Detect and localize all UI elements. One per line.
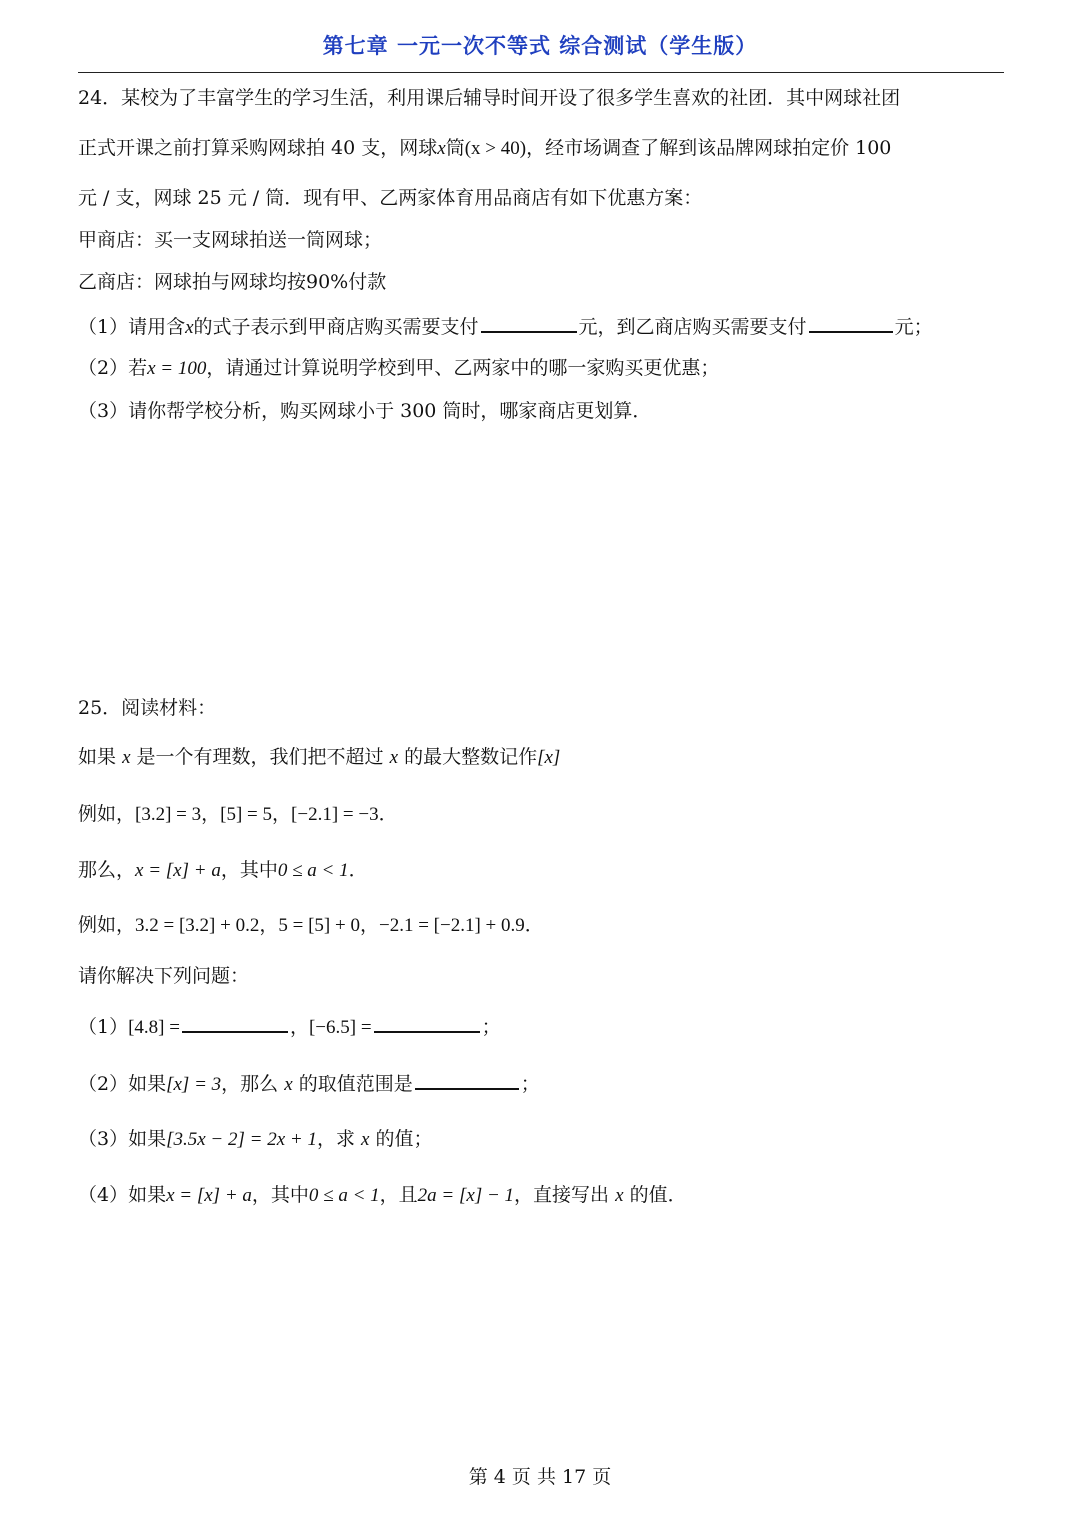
- q25-p4-a: （4）如果: [78, 1184, 167, 1206]
- q25-part-1: [78, 1013, 1008, 1040]
- answer-blank: [182, 1013, 288, 1033]
- q24-p1d: 元；: [894, 316, 933, 338]
- q24-p1c: 元，到乙商店购买需要支付: [578, 316, 807, 338]
- q24-store-b: 乙商店：网球拍与网球均按90%付款: [78, 271, 387, 293]
- q24-var-x: x: [437, 138, 446, 159]
- answer-blank: [809, 313, 893, 333]
- q24-part-3: （3）请你帮学校分析，购买网球小于 300 筒时，哪家商店更划算．: [78, 400, 652, 422]
- q24-part-1: [78, 313, 1008, 340]
- separator: ，: [359, 914, 379, 936]
- semicolon: ；: [520, 1073, 540, 1095]
- q24-part-2: [78, 356, 1008, 381]
- q25-then-mid: ，其中: [220, 859, 278, 881]
- q25-part-4: [78, 1183, 1008, 1208]
- q24-intro-line-2: [78, 136, 1008, 161]
- q25-part-2: [78, 1070, 1008, 1097]
- q25-ex2-b: 5 = [5] + 0: [278, 915, 360, 936]
- q25-part-3: [78, 1127, 1008, 1152]
- q24-intro-2b: 筒: [445, 137, 465, 159]
- answer-blank: [374, 1013, 480, 1033]
- q25-then: [78, 858, 1008, 883]
- q25-p1-a: [4.8] =: [128, 1017, 180, 1038]
- q24-p2-expr: x = 100: [147, 358, 207, 379]
- q25-p4-b: ，其中: [251, 1184, 309, 1206]
- header-title: 第七章 一元一次不等式 综合测试（学生版）: [322, 34, 758, 58]
- q25-definition: [78, 745, 1008, 770]
- q25-ex2-c: −2.1 = [−2.1] + 0.9: [378, 915, 525, 936]
- q25-solve-prompt: 请你解决下列问题：: [78, 965, 250, 987]
- q25-def-b: 是一个有理数，我们把不超过: [136, 746, 384, 768]
- q24-intro-line-3: 元 / 支，网球 25 元 / 筒．现有甲、乙两家体育用品商店有如下优惠方案：: [78, 187, 703, 209]
- page-number: 第 4 页 共 17 页: [468, 1466, 612, 1488]
- q25-example-1: [78, 802, 1008, 827]
- q25-p1-b: [−6.5] =: [308, 1017, 372, 1038]
- q24-p1a: （1）请用含: [78, 316, 186, 338]
- separator: ，: [201, 803, 221, 825]
- q24-p1-var: x: [185, 317, 194, 338]
- q25-def-a: 如果: [78, 746, 117, 768]
- separator: ，: [272, 803, 292, 825]
- q25-p3-expr: [3.5x − 2] = 2x + 1: [166, 1129, 317, 1150]
- q25-p4-var: x: [615, 1185, 624, 1206]
- q25-p3-var: x: [361, 1129, 370, 1150]
- q25-ex1-a: [3.2] = 3: [135, 804, 202, 825]
- q24-p2b: ，请通过计算说明学校到甲、乙两家中的哪一家购买更优惠；: [206, 357, 720, 379]
- separator: ，: [289, 1016, 309, 1038]
- q25-ex1-b: [5] = 5: [220, 804, 273, 825]
- q24-p2a: （2）若: [78, 357, 148, 379]
- q25-p3-b: ，求: [316, 1128, 355, 1150]
- q24-intro-2c: ，经市场调查了解到该品牌网球拍定价 100: [526, 137, 892, 159]
- q24-intro-2a: 正式开课之前打算采购网球拍 40 支，网球: [78, 137, 438, 159]
- q25-var-x: x: [122, 747, 131, 768]
- q25-ex1-label: 例如，: [78, 803, 136, 825]
- q24-intro-line-1: 24．某校为了丰富学生的学习生活，利用课后辅导时间开设了很多学生喜欢的社团．其中网球社团: [78, 87, 901, 109]
- answer-blank: [481, 313, 577, 333]
- q25-def-c: 的最大整数记作: [404, 746, 538, 768]
- q25-p4-expr1: x = [x] + a: [166, 1185, 252, 1206]
- q25-p4-expr2: 2a = [x] − 1: [417, 1185, 515, 1206]
- period: ．: [524, 914, 544, 936]
- q25-var-x: x: [389, 747, 399, 768]
- q25-ex1-c: [−2.1] = −3: [291, 804, 379, 825]
- q25-p4-d: ，直接写出: [514, 1184, 610, 1206]
- q25-floor-notation: [x]: [537, 747, 561, 768]
- q25-p2-b: ，那么: [221, 1073, 279, 1095]
- header-rule: [78, 72, 1004, 73]
- semicolon: ；: [481, 1016, 501, 1038]
- q25-then-label: 那么，: [78, 859, 136, 881]
- period: ．: [348, 859, 368, 881]
- q25-p4-c: ，且: [379, 1184, 418, 1206]
- q25-ex2-label: 例如，: [78, 914, 136, 936]
- q25-p2-var: x: [284, 1074, 293, 1095]
- q24-condition: (x > 40): [464, 138, 527, 159]
- q25-title: 25．阅读材料：: [78, 697, 217, 719]
- q25-then-cond: 0 ≤ a < 1: [277, 860, 349, 881]
- q25-then-expr: x = [x] + a: [135, 860, 221, 881]
- q25-p3-a: （3）如果: [78, 1128, 167, 1150]
- q25-ex2-a: 3.2 = [3.2] + 0.2: [135, 915, 260, 936]
- q25-p2-expr: [x] = 3: [166, 1074, 222, 1095]
- q25-example-2: [78, 913, 1008, 938]
- q24-p1b: 的式子表示到甲商店购买需要支付: [193, 316, 479, 338]
- q25-p4-e: 的值．: [629, 1184, 687, 1206]
- q25-p2-c: 的取值范围是: [298, 1073, 413, 1095]
- answer-blank: [415, 1070, 519, 1090]
- q25-p4-cond: 0 ≤ a < 1: [308, 1185, 380, 1206]
- q25-p2-a: （2）如果: [78, 1073, 167, 1095]
- q25-p1-label: （1）: [78, 1016, 129, 1038]
- q24-store-a: 甲商店：买一支网球拍送一筒网球；: [78, 229, 383, 251]
- q25-p3-c: 的值；: [375, 1128, 433, 1150]
- period: ．: [378, 803, 398, 825]
- separator: ，: [259, 914, 279, 936]
